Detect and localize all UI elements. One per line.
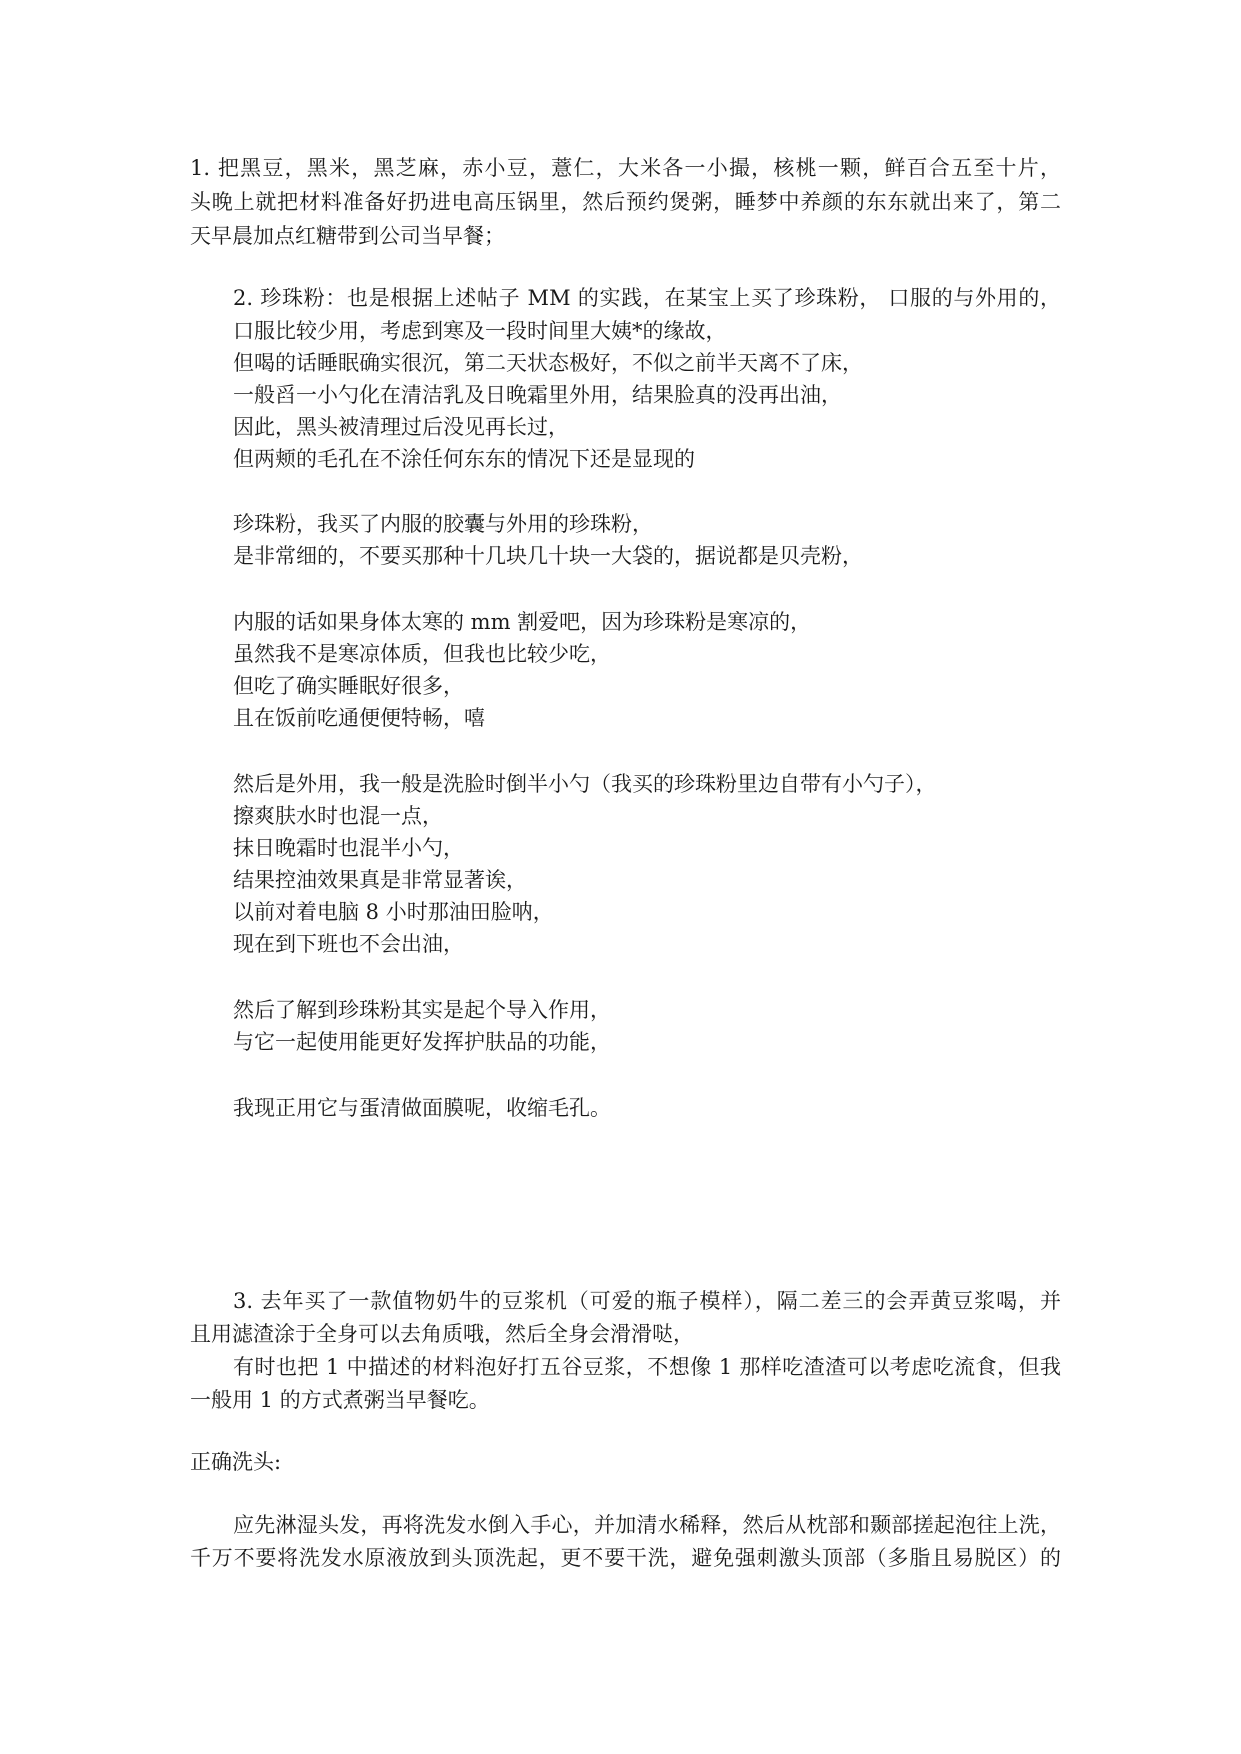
- paragraph-2-line-2: 口服比较少用，考虑到寒及一段时间里大姨*的缘故，: [233, 319, 727, 343]
- paragraph-2e-line-2: 与它一起使用能更好发挥护肤品的功能，: [233, 1030, 611, 1054]
- paragraph-2d-line-6: 现在到下班也不会出油，: [233, 932, 464, 956]
- paragraph-2c-line-3: 但吃了确实睡眠好很多，: [233, 674, 464, 698]
- paragraph-2b-line-2: 是非常细的，不要买那种十几块几十块一大袋的，据说都是贝壳粉，: [233, 544, 863, 568]
- paragraph-2-line-4: 一般舀一小勺化在清洁乳及日晚霜里外用，结果脸真的没再出油，: [233, 383, 842, 407]
- paragraph-3-line-4: 一般用 1 的方式煮粥当早餐吃。: [190, 1388, 490, 1412]
- paragraph-2f-line-1: 我现正用它与蛋清做面膜呢，收缩毛孔。: [233, 1096, 611, 1120]
- paragraph-2d-line-2: 擦爽肤水时也混一点，: [233, 804, 443, 828]
- paragraph-3-line-1: 3. 去年买了一款值物奶牛的豆浆机（可爱的瓶子模样），隔二差三的会弄黄豆浆喝，并: [233, 1289, 1061, 1313]
- paragraph-1-line-3: 天早晨加点红糖带到公司当早餐；: [190, 224, 505, 248]
- paragraph-2e-line-1: 然后了解到珍珠粉其实是起个导入作用，: [233, 998, 611, 1022]
- paragraph-4-line-2: 千万不要将洗发水原液放到头顶洗起，更不要干洗，避免强刺激头顶部（多脂且易脱区）的: [190, 1546, 1061, 1570]
- section-heading-hair-washing: 正确洗头:: [190, 1450, 282, 1474]
- paragraph-2d-line-3: 抹日晚霜时也混半小勺，: [233, 836, 464, 860]
- paragraph-3-line-3: 有时也把 1 中描述的材料泡好打五谷豆浆，不想像 1 那样吃渣渣可以考虑吃流食，但我: [233, 1355, 1061, 1379]
- paragraph-1-line-1: 1. 把黑豆，黑米，黑芝麻，赤小豆，薏仁，大米各一小撮，核桃一颗，鲜百合五至十片，: [190, 156, 1061, 180]
- paragraph-2-line-1: 2. 珍珠粉：也是根据上述帖子 MM 的实践，在某宝上买了珍珠粉， 口服的与外用的，: [233, 286, 1061, 310]
- paragraph-2c-line-2: 虽然我不是寒凉体质，但我也比较少吃，: [233, 642, 611, 666]
- paragraph-2-line-3: 但喝的话睡眠确实很沉，第二天状态极好，不似之前半天离不了床，: [233, 351, 863, 375]
- paragraph-2d-line-5: 以前对着电脑 8 小时那油田脸呐，: [233, 900, 554, 924]
- paragraph-2d-line-1: 然后是外用，我一般是洗脸时倒半小勺（我买的珍珠粉里边自带有小勺子），: [233, 772, 937, 796]
- paragraph-2d-line-4: 结果控油效果真是非常显著诶，: [233, 868, 527, 892]
- paragraph-1-line-2: 头晚上就把材料准备好扔进电高压锅里，然后预约煲粥，睡梦中养颜的东东就出来了，第二: [190, 190, 1061, 214]
- paragraph-2c-line-4: 且在饭前吃通便便特畅，嘻: [233, 706, 485, 730]
- paragraph-2-line-5: 因此，黑头被清理过后没见再长过，: [233, 415, 569, 439]
- paragraph-2c-line-1: 内服的话如果身体太寒的 mm 割爱吧，因为珍珠粉是寒凉的，: [233, 610, 812, 634]
- paragraph-2-line-6: 但两颊的毛孔在不涂任何东东的情况下还是显现的: [233, 447, 695, 471]
- paragraph-2b-line-1: 珍珠粉，我买了内服的胶囊与外用的珍珠粉，: [233, 512, 653, 536]
- paragraph-3-line-2: 且用滤渣涂于全身可以去角质哦，然后全身会滑滑哒，: [190, 1322, 694, 1346]
- paragraph-4-line-1: 应先淋湿头发，再将洗发水倒入手心，并加清水稀释，然后从枕部和颞部搓起泡往上洗，: [233, 1513, 1061, 1537]
